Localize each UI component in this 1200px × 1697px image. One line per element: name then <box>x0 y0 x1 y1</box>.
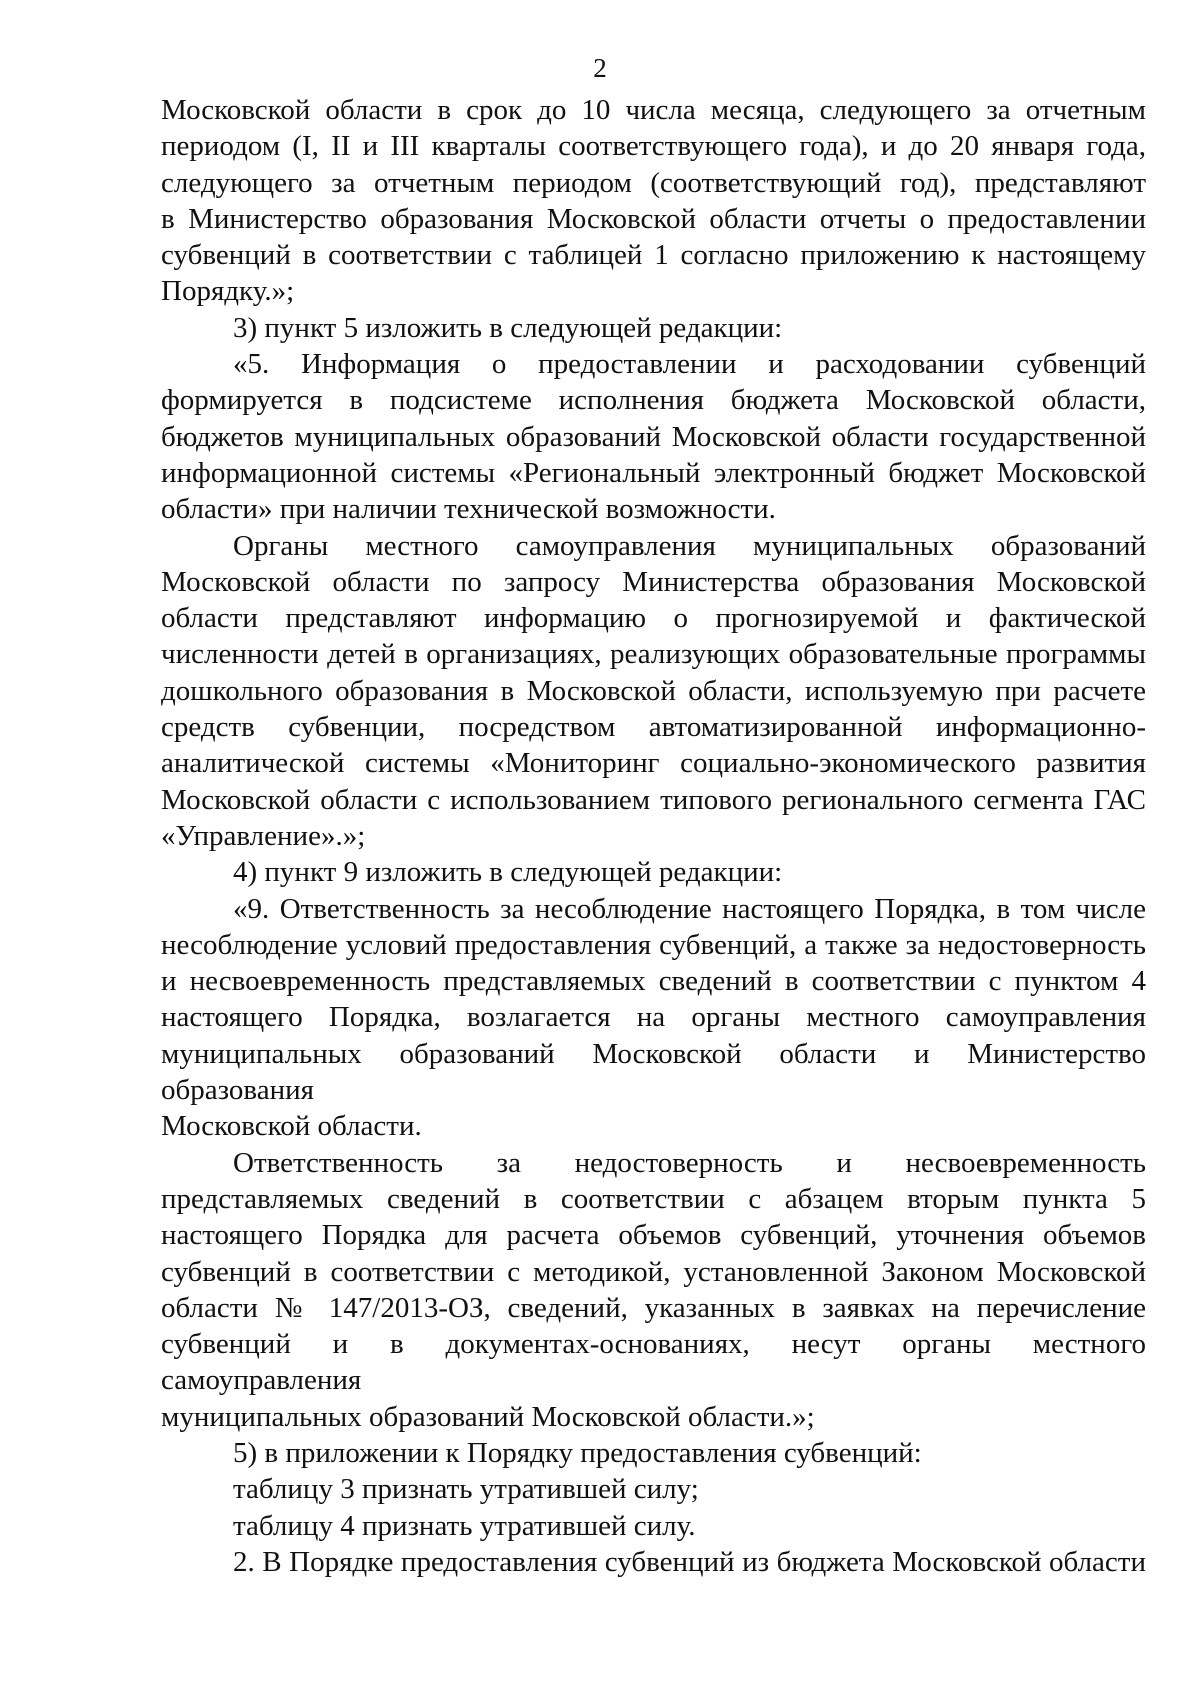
text-line: Органы местного самоуправления муниципальных образований <box>233 529 1146 562</box>
text-line: субвенций и в документах-основаниях, несут органы местного самоуправления <box>161 1328 1146 1397</box>
text-line: муниципальных образований Московской области и Министерство образования <box>161 1037 1146 1107</box>
text-line: 2. В Порядке предоставления субвенций из бюджета Московской области <box>233 1545 1146 1578</box>
text-line: и несвоевременность представляемых сведений в соответствии с пунктом 4 <box>161 965 1146 998</box>
text-line: аналитической системы «Мониторинг социально-экономического развития <box>161 747 1146 780</box>
text-line: настоящего Порядка для расчета объемов субвенций, уточнения объемов <box>161 1219 1146 1252</box>
text-line: следующего за отчетным периодом (соответствующий год), представляют <box>161 166 1146 199</box>
text-line: в Министерство образования Московской области отчеты о предоставлении <box>161 202 1146 235</box>
text-line: периодом (I, II и III кварталы соответствующего года), и до 20 января года, <box>161 130 1146 163</box>
text-line: Московской области по запросу Министерства образования Московской <box>161 565 1146 598</box>
document-body <box>161 92 1146 1580</box>
page-number: 2 <box>593 53 607 83</box>
text-line: Московской области. <box>161 1110 422 1143</box>
text-line: Московской области с использованием типового регионального сегмента ГАС <box>161 783 1146 816</box>
text-line: Ответственность за недостоверность и несвоевременность <box>233 1146 1146 1179</box>
text-line: таблицу 4 признать утратившей силу. <box>233 1509 696 1542</box>
text-line: дошкольного образования в Московской области, используемую при расчете <box>161 674 1146 707</box>
text-line: «9. Ответственность за несоблюдение настоящего Порядка, в том числе <box>233 892 1146 925</box>
text-line: средств субвенции, посредством автоматизированной информационно- <box>161 711 1146 744</box>
text-line: области № 147/2013-ОЗ, сведений, указанных в заявках на перечисление <box>161 1291 1146 1324</box>
text-line: представляемых сведений в соответствии с абзацем вторым пункта 5 <box>161 1182 1146 1215</box>
text-line: формируется в подсистеме исполнения бюджета Московской области, <box>161 384 1146 417</box>
text-line: 5) в приложении к Порядку предоставления субвенций: <box>233 1436 922 1469</box>
text-line: Порядку.»; <box>161 275 295 308</box>
text-line: области» при наличии технической возможности. <box>161 493 776 526</box>
text-line: субвенций в соответствии с методикой, установленной Законом Московской <box>161 1255 1146 1288</box>
text-line: таблицу 3 признать утратившей силу; <box>233 1473 699 1506</box>
text-line: «5. Информация о предоставлении и расходовании субвенций <box>233 348 1146 381</box>
text-line: области представляют информацию о прогнозируемой и фактической <box>161 602 1146 635</box>
text-line: 3) пункт 5 изложить в следующей редакции: <box>233 311 783 344</box>
text-line: численности детей в организациях, реализующих образовательные программы <box>161 638 1146 671</box>
text-line: бюджетов муниципальных образований Московской области государственной <box>161 420 1146 453</box>
text-line: 4) пункт 9 изложить в следующей редакции: <box>233 856 783 889</box>
text-line: субвенций в соответствии с таблицей 1 согласно приложению к настоящему <box>161 239 1146 272</box>
text-line: несоблюдение условий предоставления субвенций, а также за недостоверность <box>161 928 1146 961</box>
text-line: муниципальных образований Московской области.»; <box>161 1400 815 1433</box>
text-line: Московской области в срок до 10 числа месяца, следующего за отчетным <box>161 94 1146 126</box>
text-line: «Управление».»; <box>161 819 366 852</box>
text-line: информационной системы «Региональный электронный бюджет Московской <box>161 456 1146 489</box>
text-line: настоящего Порядка, возлагается на органы местного самоуправления <box>161 1001 1146 1034</box>
